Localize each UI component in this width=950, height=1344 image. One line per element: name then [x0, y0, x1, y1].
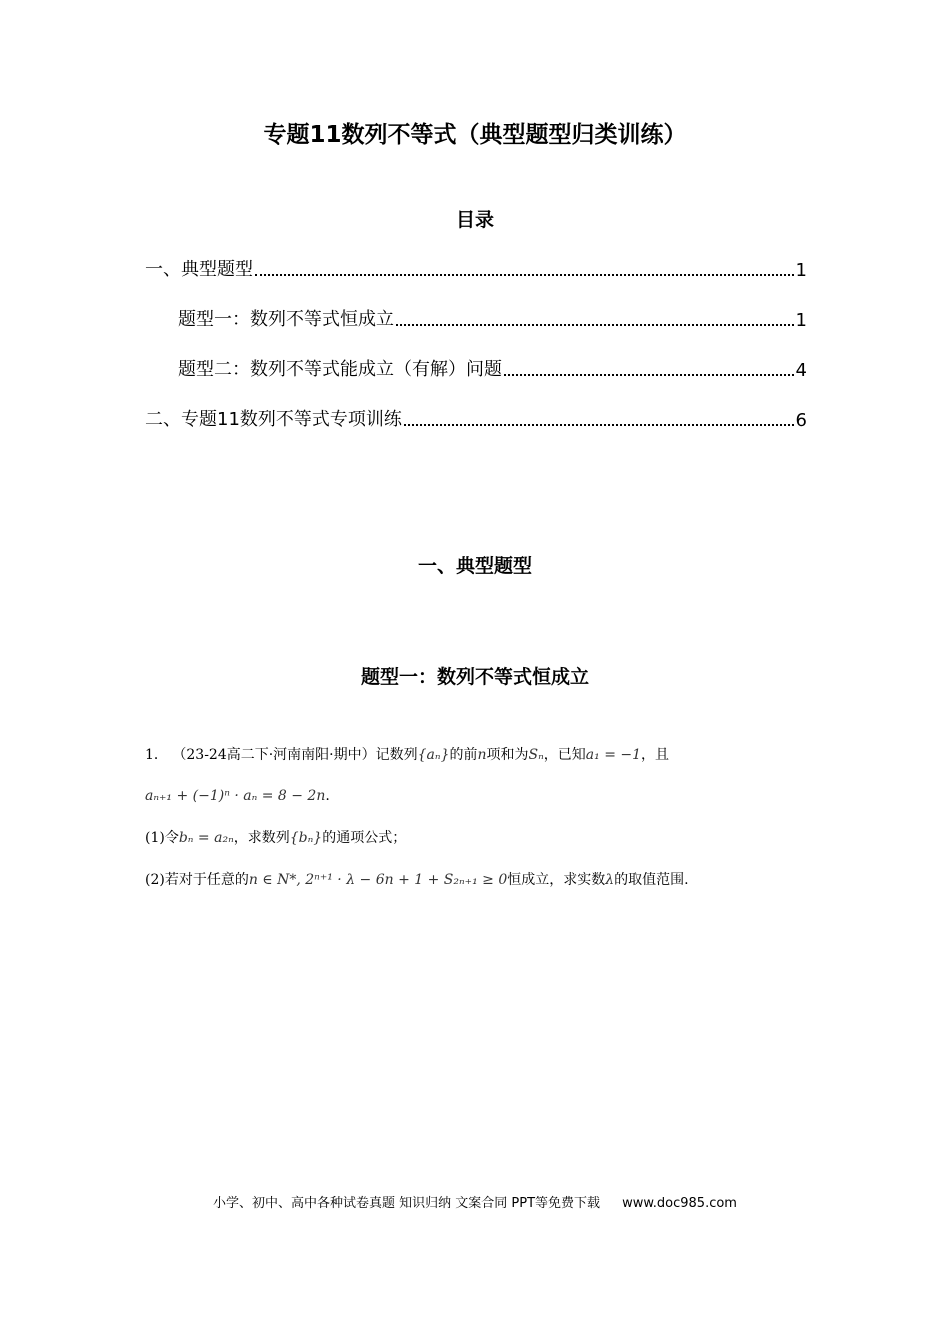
problem-text: .	[325, 788, 330, 804]
toc-entry-page: 6	[795, 410, 807, 431]
part-label: (1)	[145, 830, 165, 846]
toc-entry-label: 题型一：数列不等式恒成立	[178, 309, 394, 330]
problem-part-1	[145, 828, 406, 848]
page-footer	[0, 1192, 950, 1211]
toc-heading: 目录	[455, 209, 494, 231]
problem-text: ，已知	[543, 747, 586, 763]
problem-part-2	[145, 870, 689, 890]
toc-dot-leader	[504, 373, 794, 376]
math-formula: aₙ₊₁ + (−1)ⁿ · aₙ = 8 − 2n	[145, 788, 326, 804]
footer-link[interactable]: www.doc985.com	[622, 1196, 737, 1211]
toc-entry-type-two[interactable]	[178, 353, 807, 381]
footer-text: 小学、初中、高中各种试卷真题 知识归纳 文案合同 PPT等免费下载	[213, 1196, 601, 1211]
problem-text: 项和为	[486, 747, 529, 763]
toc-entry-special-training[interactable]	[145, 403, 807, 431]
math-formula: n ∈ N*, 2ⁿ⁺¹ · λ − 6n + 1 + S₂ₙ₊₁ ≥ 0	[248, 872, 508, 888]
toc-dot-leader	[396, 323, 794, 326]
problem-text: 恒成立，求实数	[507, 872, 606, 888]
problem-text: 令	[164, 830, 179, 846]
problem-text: 记数列	[375, 747, 418, 763]
part-label: (2)	[145, 872, 165, 888]
subsection-heading: 题型一：数列不等式恒成立	[360, 666, 589, 688]
problem-text: ，且	[641, 747, 670, 763]
problem-source: （23-24高二下·河南南阳·期中）	[172, 747, 376, 763]
problem-text: 的通项公式；	[322, 830, 407, 846]
toc-dot-leader	[404, 423, 794, 426]
math-formula: λ	[605, 872, 615, 888]
document-title: 专题11数列不等式（典型题型归类训练）	[263, 122, 687, 148]
math-formula: bₙ = a₂ₙ	[178, 830, 234, 846]
toc-entry-label: 二、专题11数列不等式专项训练	[145, 409, 402, 430]
problem-line-1	[145, 745, 669, 765]
toc-entry-typical-types[interactable]	[145, 253, 807, 281]
problem-line-2	[145, 786, 330, 806]
problem-text: 的前	[449, 747, 478, 763]
toc-entry-label: 一、典型题型	[145, 259, 253, 280]
problem-text: 的取值范围.	[614, 872, 689, 888]
section-heading: 一、典型题型	[417, 555, 532, 577]
math-formula: n	[477, 747, 487, 763]
toc-entry-label: 题型二：数列不等式能成立（有解）问题	[178, 359, 502, 380]
toc-dot-leader	[255, 273, 794, 276]
toc-entry-type-one[interactable]	[178, 303, 807, 331]
math-formula: a₁ = −1	[585, 747, 642, 763]
problem-text: ，求数列	[233, 830, 290, 846]
math-formula: {aₙ}	[417, 747, 450, 763]
problem-number: 1．	[145, 747, 168, 763]
problem-text: 若对于任意的	[164, 872, 249, 888]
toc-entry-page: 1	[795, 260, 807, 281]
math-formula: {bₙ}	[289, 830, 323, 846]
toc-entry-page: 1	[795, 310, 807, 331]
toc-entry-page: 4	[795, 360, 807, 381]
math-formula: Sₙ	[528, 747, 544, 763]
